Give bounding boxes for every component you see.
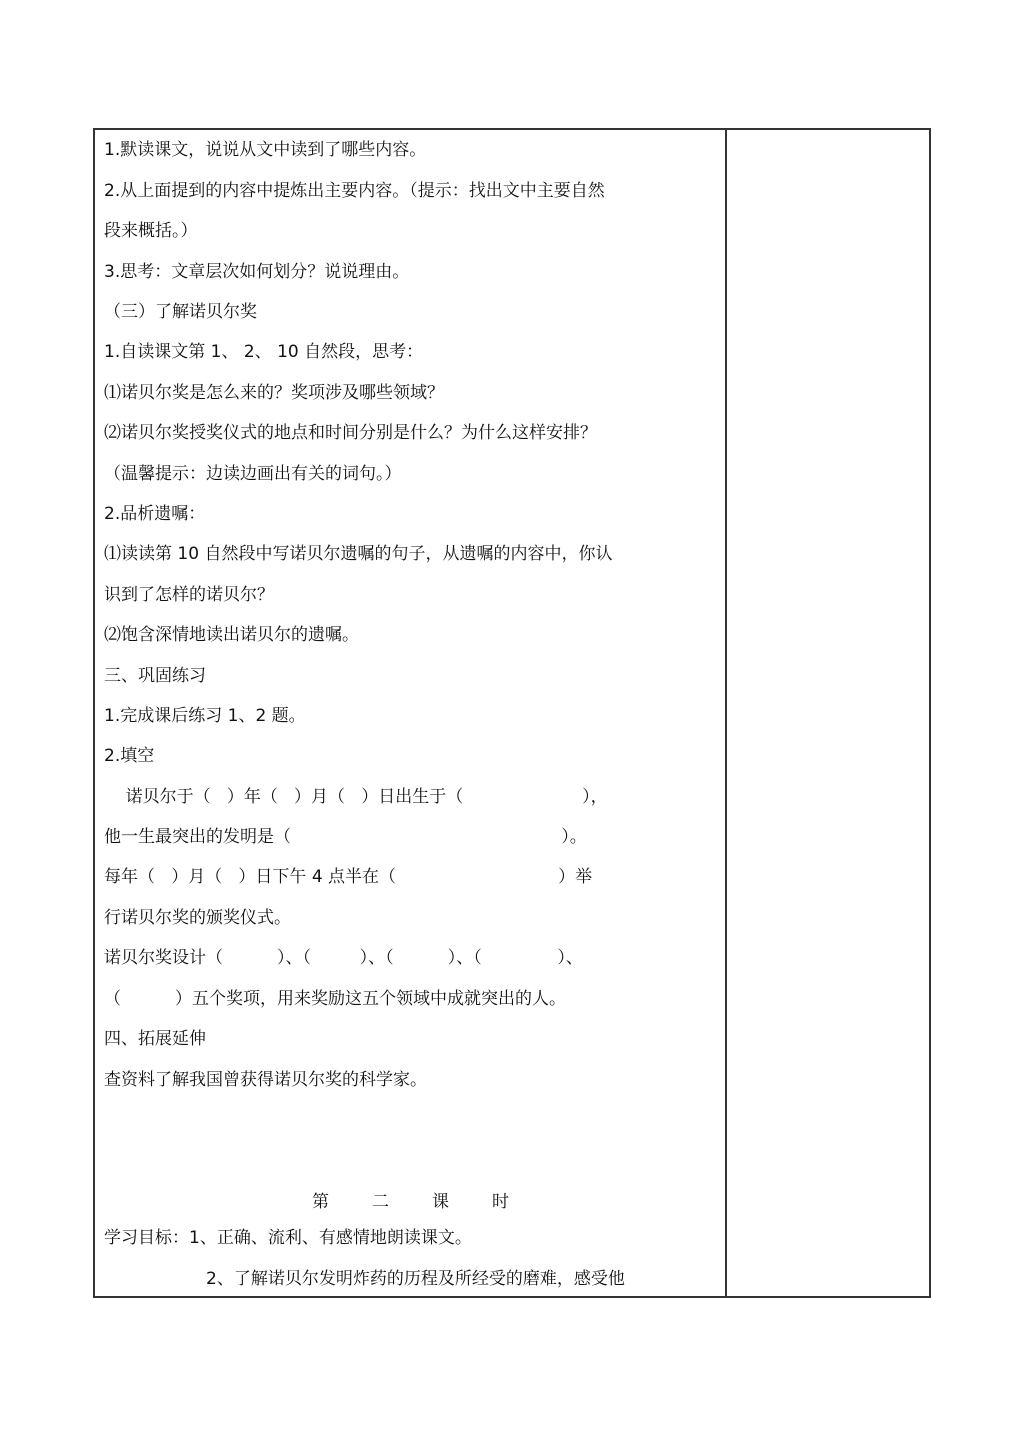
fill-blank-line: 每年（ ）月（ ）日下午 4 点半在（ ）举 (104, 867, 593, 887)
fill-blank-line: 诺贝尔于（ ）年（ ）月（ ）日出生于（ ）， (104, 787, 608, 807)
text-line: 查资料了解我国曾获得诺贝尔奖的科学家。 (104, 1070, 427, 1090)
section-heading: 四、拓展延伸 (104, 1029, 206, 1049)
section-heading: 三、巩固练习 (104, 666, 206, 686)
text-line: 1.完成课后练习 1、2 题。 (104, 706, 306, 726)
column-divider (725, 128, 727, 1298)
objectives-line: 2、了解诺贝尔发明炸药的历程及所经受的磨难，感受他 (206, 1269, 625, 1289)
fill-blank-line: 他一生最突出的发明是（ ）。 (104, 827, 587, 847)
text-line: 2.品析遗嘱： (104, 504, 206, 524)
fill-blank-line: （ ）五个奖项，用来奖励这五个领域中成就突出的人。 (104, 989, 567, 1009)
lesson-heading-char: 时 (492, 1192, 509, 1212)
text-line: 识到了怎样的诺贝尔？ (104, 585, 274, 605)
text-line: ⑴诺贝尔奖是怎么来的？奖项涉及哪些领域？ (104, 383, 444, 403)
text-line: （温馨提示：边读边画出有关的词句。） (104, 464, 402, 484)
text-line: ⑵饱含深情地读出诺贝尔的遗嘱。 (104, 625, 359, 645)
text-line: 行诺贝尔奖的颁奖仪式。 (104, 908, 291, 928)
text-line: 段来概括。） (104, 221, 198, 241)
text-line: 2.填空 (104, 746, 155, 766)
fill-blank-line: 诺贝尔奖设计（ ）、（ ）、（ ）、（ ）、 (104, 948, 583, 968)
text-line: 3.思考：文章层次如何划分？说说理由。 (104, 262, 410, 282)
section-heading: （三）了解诺贝尔奖 (104, 302, 257, 322)
text-line: ⑵诺贝尔奖授奖仪式的地点和时间分别是什么？为什么这样安排？ (104, 423, 597, 443)
text-line: 1.默读课文，说说从文中读到了哪些内容。 (104, 140, 427, 160)
lesson-heading-char: 第 (312, 1192, 329, 1212)
text-line: ⑴读读第 10 自然段中写诺贝尔遗嘱的句子，从遗嘱的内容中，你认 (104, 544, 613, 564)
text-line: 2.从上面提到的内容中提炼出主要内容。（提示：找出文中主要自然 (104, 181, 605, 201)
text-line: 1.自读课文第 1、 2、 10 自然段，思考： (104, 342, 424, 362)
lesson-heading-char: 二 (372, 1192, 389, 1212)
lesson-heading-char: 课 (432, 1192, 449, 1212)
objectives-line: 学习目标：1、正确、流利、有感情地朗读课文。 (104, 1228, 472, 1248)
